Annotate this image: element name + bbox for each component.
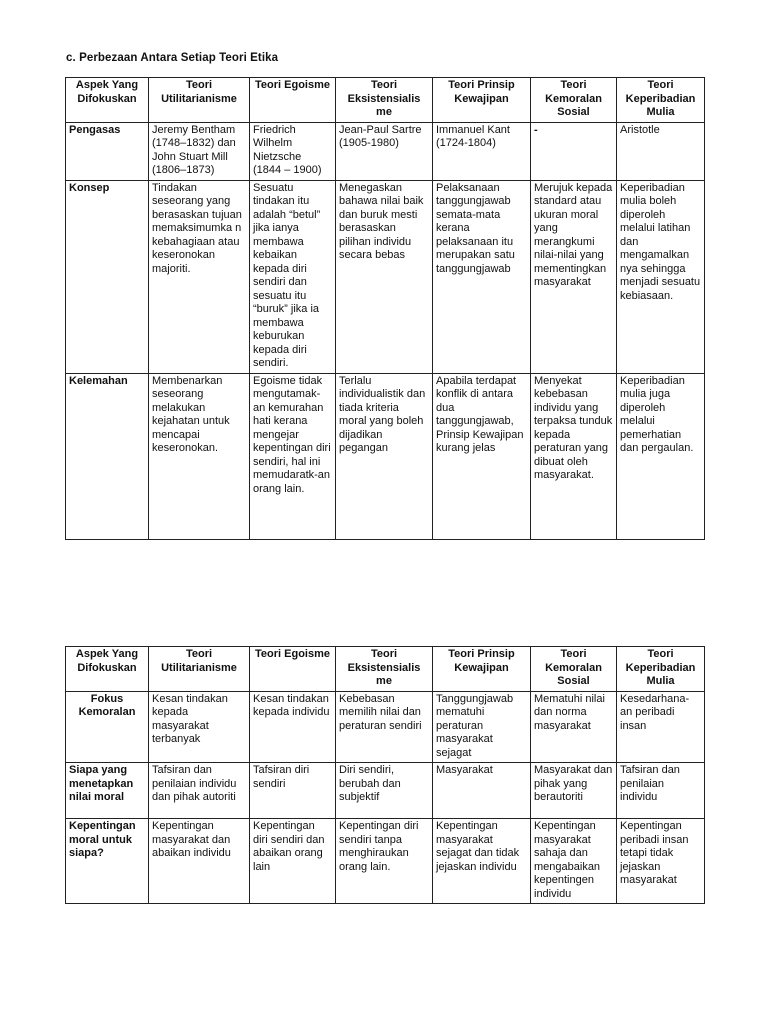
row-label-siapa-menetapkan: Siapa yang menetapkan nilai moral — [66, 763, 149, 819]
table-cell: Jeremy Bentham (1748–1832) dan John Stuart Mill (1806–1873) — [149, 122, 250, 180]
header-kewajipan: Teori Prinsip Kewajipan — [433, 647, 531, 692]
table-cell: Kesan tindakan kepada masyarakat terbanyak — [149, 691, 250, 763]
table-cell: Menegaskan bahawa nilai baik dan buruk mesti berasaskan pilihan individu secara bebas — [336, 180, 433, 373]
table-cell: Apabila terdapat konflik di antara dua tanggungjawab, Prinsip Kewajipan kurang jelas — [433, 373, 531, 539]
header-keperibadian-mulia: Teori Keperibadian Mulia — [617, 647, 705, 692]
table-cell: Terlalu individualistik dan tiada kriteria moral yang boleh dijadikan pegangan — [336, 373, 433, 539]
table-cell: Kebebasan memilih nilai dan peraturan sendiri — [336, 691, 433, 763]
table-row — [66, 122, 705, 180]
table-cell: Tafsiran dan penilaian individu dan pihak autoriti — [149, 763, 250, 819]
header-kemoralan-sosial: Teori Kemoralan Sosial — [531, 78, 617, 123]
table-row — [66, 691, 705, 763]
table-cell: Kepentingan masyarakat dan abaikan individu — [149, 819, 250, 904]
row-label-kepentingan-moral: Kepentingan moral untuk siapa? — [66, 819, 149, 904]
header-aspect: Aspek Yang Difokuskan — [66, 647, 149, 692]
table-cell: Jean-Paul Sartre (1905-1980) — [336, 122, 433, 180]
table-cell: Kepentingan peribadi insan tetapi tidak jejaskan masyarakat — [617, 819, 705, 904]
row-label-fokus-kemoralan: Fokus Kemoralan — [66, 691, 149, 763]
table-cell: Kepentingan masyarakat sejagat dan tidak jejaskan individu — [433, 819, 531, 904]
row-label-konsep: Konsep — [66, 180, 149, 373]
table-cell: Immanuel Kant (1724-1804) — [433, 122, 531, 180]
table-cell: Kesedarhana-an peribadi insan — [617, 691, 705, 763]
header-kewajipan: Teori Prinsip Kewajipan — [433, 78, 531, 123]
table-cell: Keperibadian mulia juga diperoleh melalui pemerhatian dan pergaulan. — [617, 373, 705, 539]
table-header-row — [66, 78, 705, 123]
header-aspect: Aspek Yang Difokuskan — [66, 78, 149, 123]
header-egoisme: Teori Egoisme — [250, 78, 336, 123]
row-label-pengasas: Pengasas — [66, 122, 149, 180]
table-cell: Merujuk kepada standard atau ukuran moral yang merangkumi nilai-nilai yang mementingkan masyarakat — [531, 180, 617, 373]
table-cell: Sesuatu tindakan itu adalah “betul” jika ianya membawa kebaikan kepada diri sendiri dan sesuatu itu “buruk” jika ia membawa keburukan kepada diri sendiri. — [250, 180, 336, 373]
table-cell: Tafsiran diri sendiri — [250, 763, 336, 819]
table-cell: Kepentingan diri sendiri dan abaikan orang lain — [250, 819, 336, 904]
header-utilitarianisme: Teori Utilitarianisme — [149, 78, 250, 123]
table-cell: Aristotle — [617, 122, 705, 180]
table-cell: Tindakan seseorang yang berasaskan tujuan memaksimumka n kebahagiaan atau keseronokan majoriti. — [149, 180, 250, 373]
table-cell: Diri sendiri, berubah dan subjektif — [336, 763, 433, 819]
table-row — [66, 373, 705, 539]
table-cell: Kepentingan diri sendiri tanpa menghiraukan orang lain. — [336, 819, 433, 904]
table-cell: Masyarakat — [433, 763, 531, 819]
table-row — [66, 819, 705, 904]
header-kemoralan-sosial: Teori Kemoralan Sosial — [531, 647, 617, 692]
row-label-kelemahan: Kelemahan — [66, 373, 149, 539]
table-cell: Menyekat kebebasan individu yang terpaksa tunduk kepada peraturan yang dibuat oleh masyarakat. — [531, 373, 617, 539]
table-cell: Tafsiran dan penilaian individu — [617, 763, 705, 819]
table-row — [66, 180, 705, 373]
table-cell: Friedrich Wilhelm Nietzsche (1844 – 1900) — [250, 122, 336, 180]
ethics-comparison-table-2 — [65, 646, 705, 904]
table-row — [66, 763, 705, 819]
table-cell: Tanggungjawab mematuhi peraturan masyarakat sejagat — [433, 691, 531, 763]
header-keperibadian-mulia: Teori Keperibadian Mulia — [617, 78, 705, 123]
table-cell: Pelaksanaan tanggungjawab semata-mata kerana pelaksanaan itu merupakan satu tanggungjawab — [433, 180, 531, 373]
ethics-comparison-table-1 — [65, 77, 705, 540]
table-cell: - — [531, 122, 617, 180]
table-cell: Kepentingan masyarakat sahaja dan mengabaikan kepentingen individu — [531, 819, 617, 904]
table-cell: Egoisme tidak mengutamak-an kemurahan hati kerana mengejar kepentingan diri sendiri, hal ini memudaratk-an orang lain. — [250, 373, 336, 539]
table-cell: Mematuhi nilai dan norma masyarakat — [531, 691, 617, 763]
table-header-row — [66, 647, 705, 692]
header-eksistensialisme: Teori Eksistensialis me — [336, 78, 433, 123]
page-heading: c. Perbezaan Antara Setiap Teori Etika — [66, 52, 279, 64]
table-cell: Keperibadian mulia boleh diperoleh melalui latihan dan mengamalkan nya sehingga menjadi sesuatu kebiasaan. — [617, 180, 705, 373]
header-egoisme: Teori Egoisme — [250, 647, 336, 692]
table-cell: Kesan tindakan kepada individu — [250, 691, 336, 763]
table-cell: Membenarkan seseorang melakukan kejahatan untuk mencapai keseronokan. — [149, 373, 250, 539]
header-utilitarianisme: Teori Utilitarianisme — [149, 647, 250, 692]
table-cell: Masyarakat dan pihak yang berautoriti — [531, 763, 617, 819]
header-eksistensialisme: Teori Eksistensialis me — [336, 647, 433, 692]
